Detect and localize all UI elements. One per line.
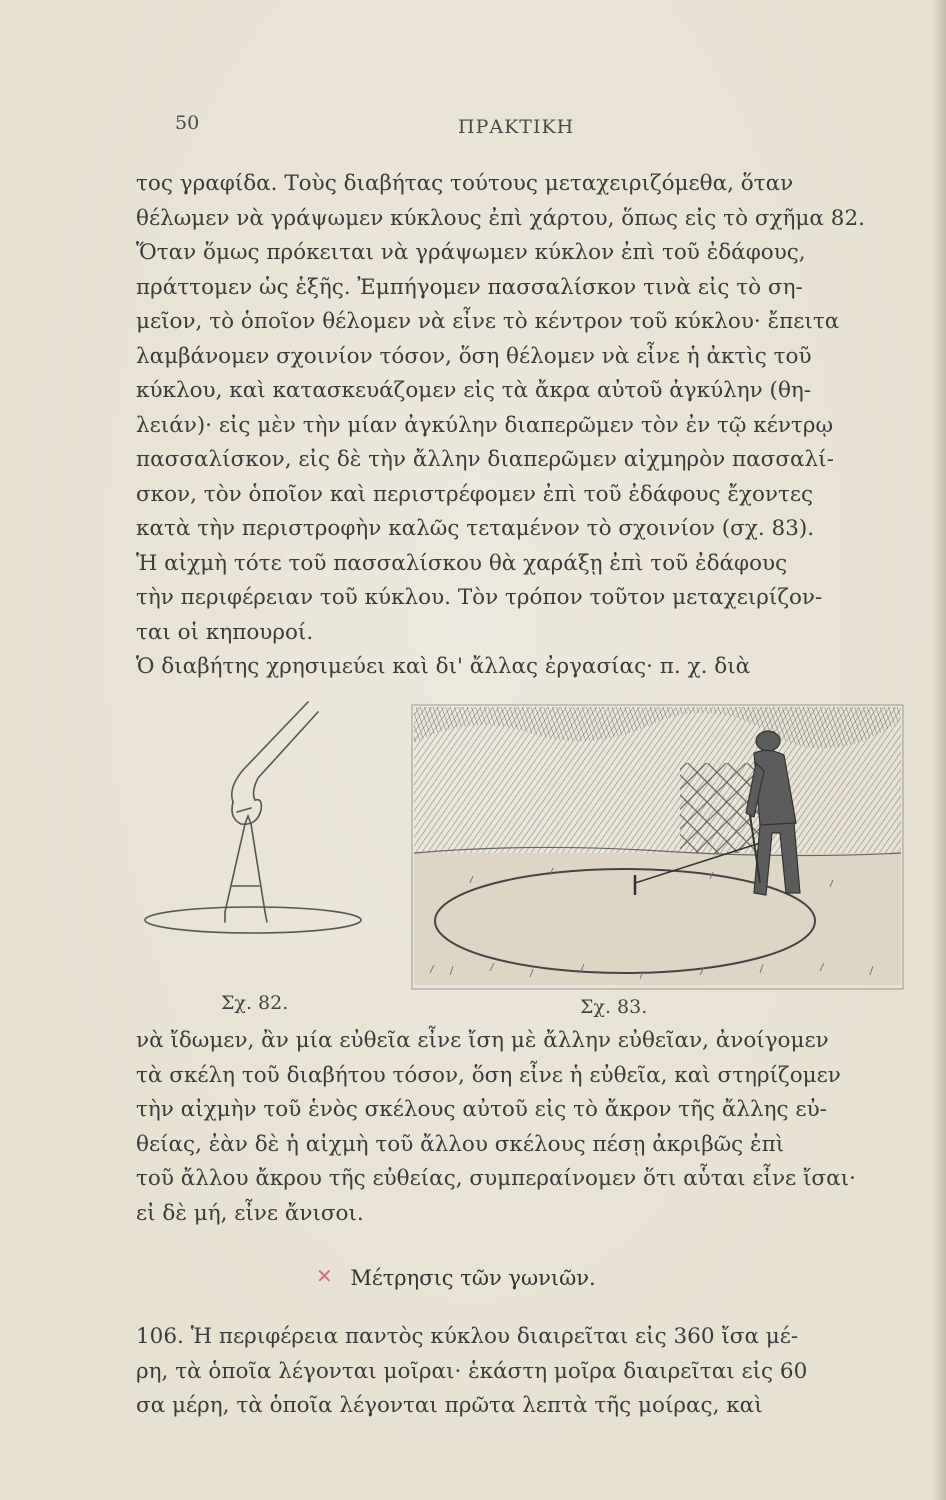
text-line: λειάν)· εἰς μὲν τὴν μίαν ἀγκύλην διαπερῶμεν τὸν ἐν τῷ κέντρῳ	[136, 412, 833, 438]
text-line: σκον, τὸν ὁποῖον καὶ περιστρέφομεν ἐπὶ τοῦ ἐδάφους ἔχοντες	[136, 481, 814, 507]
text-line: θείας, ἐὰν δὲ ἡ αἰχμὴ τοῦ ἄλλου σκέλους πέσῃ ἀκριβῶς ἐπὶ	[136, 1131, 785, 1157]
text-line: κύκλου, καὶ κατασκευάζομεν εἰς τὰ ἄκρα αὐτοῦ ἀγκύλην (θη-	[136, 378, 812, 403]
section-heading-text: Μέτρησις τῶν γωνιῶν.	[350, 1266, 596, 1290]
text-line: Ἡ αἰχμὴ τότε τοῦ πασσαλίσκου θὰ χαράξῃ ἐπὶ τοῦ ἐδάφους	[136, 550, 788, 576]
text-line: σα μέρη, τὰ ὁποῖα λέγονται πρῶτα λεπτὰ τῆς μοίρας, καὶ	[136, 1393, 763, 1418]
text-line: μεῖον, τὸ ὁποῖον θέλομεν νὰ εἶνε τὸ κέντρον τοῦ κύκλου· ἔπειτα	[136, 309, 840, 334]
text-line: 106. Ἡ περιφέρεια παντὸς κύκλου διαιρεῖται εἰς 360 ἴσα μέ-	[136, 1324, 799, 1349]
text-line: θέλωμεν νὰ γράψωμεν κύκλους ἐπὶ χάρτου, ὅπως εἰς τὸ σχῆμα 82.	[136, 205, 865, 231]
text-line: λαμβάνομεν σχοινίον τόσον, ὅση θέλομεν νὰ εἶνε ἡ ἀκτὶς τοῦ	[136, 343, 812, 369]
text-line: τὰ σκέλη τοῦ διαβήτου τόσον, ὅση εἶνε ἡ εὐθεῖα, καὶ στηρίζομεν	[136, 1062, 841, 1088]
text-line: πασσαλίσκον, εἰς δὲ τὴν ἄλλην διαπερῶμεν αἰχμηρὸν πασσαλί-	[136, 447, 834, 472]
figure-82-compass-drawing	[133, 700, 393, 960]
section-heading	[0, 1266, 946, 1290]
text-line: τοῦ ἄλλου ἄκρου τῆς εὐθείας, συμπεραίνομεν ὅτι αὗται εἶνε ἴσαι·	[136, 1166, 856, 1191]
page-number: 50	[175, 112, 200, 134]
figure-83-gardener-engraving	[410, 703, 905, 993]
paragraph-block-2	[136, 1024, 906, 1231]
page-header	[175, 112, 895, 142]
text-line: νὰ ἴδωμεν, ἂν μία εὐθεῖα εἶνε ἴση μὲ ἄλλην εὐθεῖαν, ἀνοίγομεν	[136, 1028, 829, 1053]
text-line: τὴν περιφέρειαν τοῦ κύκλου. Τὸν τρόπον τοῦτον μεταχειρίζον-	[136, 585, 823, 610]
paragraph-block-1	[136, 167, 906, 685]
text-line: Ὁ διαβήτης χρησιμεύει καὶ δι' ἄλλας ἐργασίας· π. χ. διὰ	[136, 654, 751, 679]
text-line: τὴν αἰχμὴν τοῦ ἑνὸς σκέλους αὐτοῦ εἰς τὸ ἄκρον τῆς ἄλλης εὐ-	[136, 1097, 827, 1122]
figure-83-caption: Σχ. 83.	[580, 996, 648, 1018]
paragraph-block-3	[136, 1320, 906, 1424]
text-line: ται οἱ κηπουροί.	[136, 619, 314, 645]
figure-82-caption: Σχ. 82.	[221, 992, 289, 1014]
running-title: ΠΡΑΚΤΙΚΗ	[458, 116, 575, 138]
text-line: εἰ δὲ μή, εἶνε ἄνισοι.	[136, 1200, 364, 1226]
text-line: πράττομεν ὡς ἑξῆς. Ἐμπήγομεν πασσαλίσκον τινὰ εἰς τὸ ση-	[136, 274, 803, 300]
text-line: τος γραφίδα. Τοὺς διαβήτας τούτους μεταχειριζόμεθα, ὅταν	[136, 171, 794, 196]
text-line: Ὅταν ὅμως πρόκειται νὰ γράψωμεν κύκλον ἐπὶ τοῦ ἐδάφους,	[136, 240, 806, 265]
pencil-tick-mark: ✕	[316, 1264, 333, 1288]
text-line: ρη, τὰ ὁποῖα λέγονται μοῖραι· ἑκάστη μοῖρα διαιρεῖται εἰς 60	[136, 1358, 808, 1384]
text-line: κατὰ τὴν περιστροφὴν καλῶς τεταμένον τὸ σχοινίον (σχ. 83).	[136, 516, 815, 541]
